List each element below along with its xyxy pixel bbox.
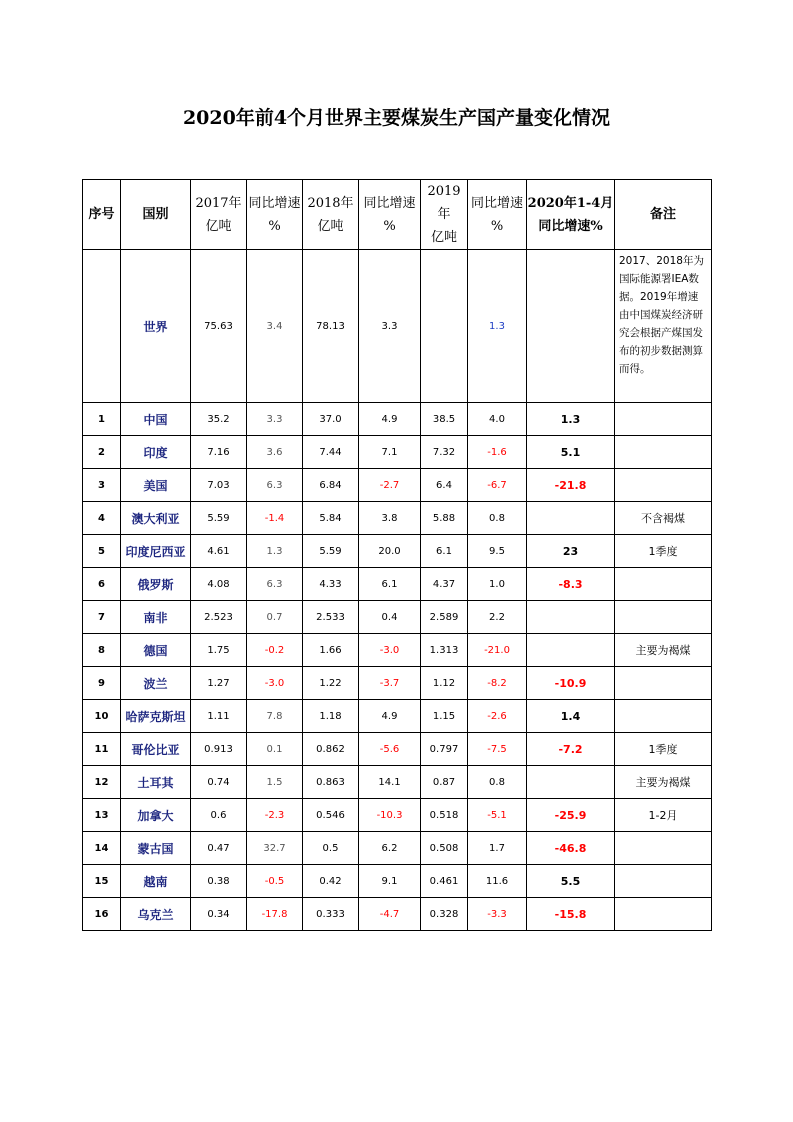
cell-growth-2019: 0.8 <box>468 502 527 535</box>
cell-idx: 1 <box>83 403 121 436</box>
cell-growth-2018: -3.0 <box>359 634 421 667</box>
cell-2017: 5.59 <box>191 502 247 535</box>
cell-2019: 2.589 <box>421 601 468 634</box>
cell-2018: 0.42 <box>303 865 359 898</box>
cell-note <box>615 469 712 502</box>
cell-note: 不含褐煤 <box>615 502 712 535</box>
cell-2019: 0.328 <box>421 898 468 931</box>
cell-2017: 1.27 <box>191 667 247 700</box>
cell-growth-2019: -2.6 <box>468 700 527 733</box>
cell-2018: 0.5 <box>303 832 359 865</box>
cell-2019 <box>421 250 468 403</box>
table-row-world <box>83 250 712 403</box>
cell-2017: 2.523 <box>191 601 247 634</box>
header-growth-2018: 同比增速 % <box>359 180 421 250</box>
cell-2019: 7.32 <box>421 436 468 469</box>
cell-country: 蒙古国 <box>121 832 191 865</box>
cell-2019: 0.461 <box>421 865 468 898</box>
table-row <box>83 502 712 535</box>
cell-note <box>615 667 712 700</box>
cell-note <box>615 898 712 931</box>
cell-growth-2020: 23 <box>527 535 615 568</box>
table-row <box>83 535 712 568</box>
cell-note <box>615 601 712 634</box>
cell-growth-2018: 4.9 <box>359 403 421 436</box>
cell-growth-2018: -2.7 <box>359 469 421 502</box>
cell-growth-2020: -10.9 <box>527 667 615 700</box>
cell-2019: 0.508 <box>421 832 468 865</box>
cell-growth-2018: 0.4 <box>359 601 421 634</box>
header-2017: 2017年 亿吨 <box>191 180 247 250</box>
header-row <box>83 180 712 250</box>
cell-2019: 5.88 <box>421 502 468 535</box>
header-seq: 序号 <box>83 180 121 250</box>
cell-growth-2020: 5.1 <box>527 436 615 469</box>
cell-idx: 6 <box>83 568 121 601</box>
cell-growth-2017: 7.8 <box>247 700 303 733</box>
cell-growth-2018: 3.8 <box>359 502 421 535</box>
cell-growth-2020: -46.8 <box>527 832 615 865</box>
cell-idx: 12 <box>83 766 121 799</box>
table-row <box>83 766 712 799</box>
cell-idx: 9 <box>83 667 121 700</box>
cell-growth-2017: 1.5 <box>247 766 303 799</box>
cell-2019: 6.1 <box>421 535 468 568</box>
cell-idx: 15 <box>83 865 121 898</box>
table-row <box>83 601 712 634</box>
table-row <box>83 568 712 601</box>
cell-growth-2019: 2.2 <box>468 601 527 634</box>
cell-growth-2019: -6.7 <box>468 469 527 502</box>
cell-2017: 1.75 <box>191 634 247 667</box>
cell-note: 1季度 <box>615 535 712 568</box>
cell-note <box>615 568 712 601</box>
cell-growth-2019: 1.0 <box>468 568 527 601</box>
cell-growth-2020 <box>527 634 615 667</box>
table-row <box>83 865 712 898</box>
cell-2017: 35.2 <box>191 403 247 436</box>
cell-country: 越南 <box>121 865 191 898</box>
cell-note: 主要为褐煤 <box>615 766 712 799</box>
cell-growth-2020: 1.3 <box>527 403 615 436</box>
cell-country: 南非 <box>121 601 191 634</box>
cell-country: 德国 <box>121 634 191 667</box>
cell-2017: 0.74 <box>191 766 247 799</box>
cell-2019: 38.5 <box>421 403 468 436</box>
cell-idx <box>83 250 121 403</box>
table-row <box>83 898 712 931</box>
page-title: 2020年前4个月世界主要煤炭生产国产量变化情况 <box>182 107 611 129</box>
cell-2019: 1.12 <box>421 667 468 700</box>
cell-idx: 14 <box>83 832 121 865</box>
cell-growth-2017: -17.8 <box>247 898 303 931</box>
cell-2019: 0.87 <box>421 766 468 799</box>
cell-growth-2020: 5.5 <box>527 865 615 898</box>
cell-note <box>615 700 712 733</box>
cell-growth-2018: 14.1 <box>359 766 421 799</box>
cell-growth-2020 <box>527 601 615 634</box>
coal-production-table <box>82 179 712 931</box>
cell-2017: 0.6 <box>191 799 247 832</box>
cell-growth-2020: 1.4 <box>527 700 615 733</box>
cell-country: 印度尼西亚 <box>121 535 191 568</box>
cell-growth-2019: 1.3 <box>468 250 527 403</box>
cell-growth-2017: 3.6 <box>247 436 303 469</box>
cell-2017: 0.47 <box>191 832 247 865</box>
cell-idx: 10 <box>83 700 121 733</box>
cell-growth-2019: 11.6 <box>468 865 527 898</box>
header-note: 备注 <box>615 180 712 250</box>
cell-growth-2019: 9.5 <box>468 535 527 568</box>
cell-growth-2019: -21.0 <box>468 634 527 667</box>
table-row <box>83 733 712 766</box>
cell-growth-2017: 0.1 <box>247 733 303 766</box>
cell-note <box>615 436 712 469</box>
cell-2018: 78.13 <box>303 250 359 403</box>
cell-2018: 0.333 <box>303 898 359 931</box>
cell-country: 波兰 <box>121 667 191 700</box>
cell-note <box>615 403 712 436</box>
cell-growth-2020 <box>527 250 615 403</box>
table-row <box>83 832 712 865</box>
cell-growth-2020: -7.2 <box>527 733 615 766</box>
cell-growth-2020 <box>527 502 615 535</box>
header-growth-2019: 同比增速 % <box>468 180 527 250</box>
cell-country: 乌克兰 <box>121 898 191 931</box>
cell-growth-2020: -15.8 <box>527 898 615 931</box>
cell-growth-2017: -0.2 <box>247 634 303 667</box>
header-growth-2020: 2020年1-4月 同比增速% <box>527 180 615 250</box>
cell-2018: 5.84 <box>303 502 359 535</box>
cell-growth-2017: -1.4 <box>247 502 303 535</box>
cell-growth-2018: 9.1 <box>359 865 421 898</box>
cell-idx: 16 <box>83 898 121 931</box>
cell-growth-2019: 4.0 <box>468 403 527 436</box>
header-country: 国别 <box>121 180 191 250</box>
cell-2018: 0.546 <box>303 799 359 832</box>
cell-growth-2017: -0.5 <box>247 865 303 898</box>
cell-growth-2018: -10.3 <box>359 799 421 832</box>
cell-growth-2019: -8.2 <box>468 667 527 700</box>
cell-growth-2020 <box>527 766 615 799</box>
cell-growth-2017: 3.4 <box>247 250 303 403</box>
cell-2018: 6.84 <box>303 469 359 502</box>
cell-2017: 0.913 <box>191 733 247 766</box>
cell-2017: 4.08 <box>191 568 247 601</box>
cell-2017: 7.16 <box>191 436 247 469</box>
cell-2019: 0.518 <box>421 799 468 832</box>
cell-2019: 6.4 <box>421 469 468 502</box>
cell-note <box>615 865 712 898</box>
cell-2018: 0.863 <box>303 766 359 799</box>
header-2019: 2019年 亿吨 <box>421 180 468 250</box>
cell-2019: 1.15 <box>421 700 468 733</box>
cell-2017: 75.63 <box>191 250 247 403</box>
cell-country: 中国 <box>121 403 191 436</box>
cell-growth-2019: 1.7 <box>468 832 527 865</box>
cell-2018: 37.0 <box>303 403 359 436</box>
cell-2018: 1.22 <box>303 667 359 700</box>
cell-growth-2018: 4.9 <box>359 700 421 733</box>
cell-growth-2018: 7.1 <box>359 436 421 469</box>
cell-idx: 3 <box>83 469 121 502</box>
cell-growth-2018: 6.1 <box>359 568 421 601</box>
cell-growth-2017: 6.3 <box>247 469 303 502</box>
cell-2019: 0.797 <box>421 733 468 766</box>
cell-country: 加拿大 <box>121 799 191 832</box>
cell-idx: 4 <box>83 502 121 535</box>
cell-country: 哈萨克斯坦 <box>121 700 191 733</box>
cell-country: 俄罗斯 <box>121 568 191 601</box>
cell-growth-2017: 6.3 <box>247 568 303 601</box>
cell-growth-2020: -8.3 <box>527 568 615 601</box>
table-row <box>83 436 712 469</box>
cell-note: 2017、2018年为国际能源署IEA数据。2019年增速由中国煤炭经济研究会根据产煤国发布的初步数据测算而得。 <box>615 250 712 403</box>
cell-country: 澳大利亚 <box>121 502 191 535</box>
cell-growth-2019: 0.8 <box>468 766 527 799</box>
cell-growth-2018: -4.7 <box>359 898 421 931</box>
cell-idx: 8 <box>83 634 121 667</box>
cell-country: 哥伦比亚 <box>121 733 191 766</box>
cell-growth-2019: -7.5 <box>468 733 527 766</box>
header-growth-2017: 同比增速 % <box>247 180 303 250</box>
cell-country: 印度 <box>121 436 191 469</box>
table-row <box>83 403 712 436</box>
cell-growth-2018: 6.2 <box>359 832 421 865</box>
cell-growth-2018: -3.7 <box>359 667 421 700</box>
cell-2017: 0.38 <box>191 865 247 898</box>
table-row <box>83 469 712 502</box>
cell-growth-2017: -2.3 <box>247 799 303 832</box>
cell-2018: 4.33 <box>303 568 359 601</box>
cell-2018: 5.59 <box>303 535 359 568</box>
cell-note: 1-2月 <box>615 799 712 832</box>
cell-2018: 1.18 <box>303 700 359 733</box>
cell-idx: 11 <box>83 733 121 766</box>
cell-2018: 7.44 <box>303 436 359 469</box>
cell-idx: 5 <box>83 535 121 568</box>
cell-2017: 0.34 <box>191 898 247 931</box>
cell-growth-2017: 1.3 <box>247 535 303 568</box>
cell-growth-2019: -5.1 <box>468 799 527 832</box>
cell-country: 土耳其 <box>121 766 191 799</box>
header-2018: 2018年 亿吨 <box>303 180 359 250</box>
cell-idx: 2 <box>83 436 121 469</box>
cell-2017: 7.03 <box>191 469 247 502</box>
cell-2018: 2.533 <box>303 601 359 634</box>
cell-note: 1季度 <box>615 733 712 766</box>
cell-growth-2017: 3.3 <box>247 403 303 436</box>
cell-growth-2020: -21.8 <box>527 469 615 502</box>
cell-growth-2017: 0.7 <box>247 601 303 634</box>
cell-growth-2017: 32.7 <box>247 832 303 865</box>
cell-growth-2019: -3.3 <box>468 898 527 931</box>
cell-2017: 4.61 <box>191 535 247 568</box>
cell-country: 美国 <box>121 469 191 502</box>
cell-growth-2018: 3.3 <box>359 250 421 403</box>
cell-note: 主要为褐煤 <box>615 634 712 667</box>
cell-2019: 4.37 <box>421 568 468 601</box>
table-row <box>83 700 712 733</box>
cell-growth-2017: -3.0 <box>247 667 303 700</box>
cell-idx: 13 <box>83 799 121 832</box>
cell-growth-2019: -1.6 <box>468 436 527 469</box>
cell-2017: 1.11 <box>191 700 247 733</box>
table-row <box>83 667 712 700</box>
table-row <box>83 799 712 832</box>
cell-2018: 1.66 <box>303 634 359 667</box>
cell-country: 世界 <box>121 250 191 403</box>
cell-growth-2020: -25.9 <box>527 799 615 832</box>
table-row <box>83 634 712 667</box>
cell-note <box>615 832 712 865</box>
cell-2018: 0.862 <box>303 733 359 766</box>
cell-growth-2018: -5.6 <box>359 733 421 766</box>
cell-2019: 1.313 <box>421 634 468 667</box>
cell-idx: 7 <box>83 601 121 634</box>
cell-growth-2018: 20.0 <box>359 535 421 568</box>
